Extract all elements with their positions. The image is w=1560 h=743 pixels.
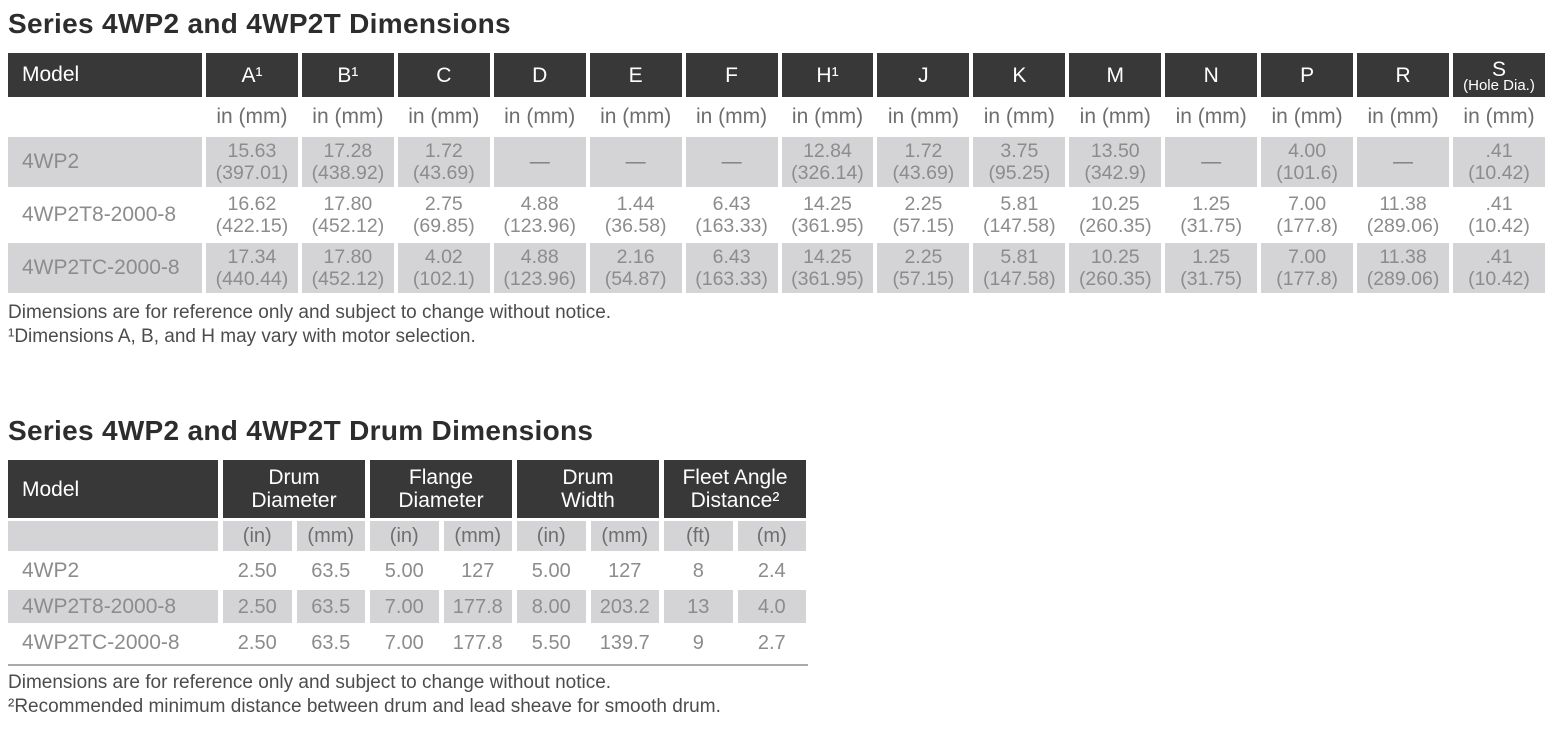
drum-model-column-header: Model [8,460,218,518]
model-cell: 4WP2T8-2000-8 [22,203,177,226]
dimension-value-cell [1069,243,1161,293]
value-millimeters: (69.85) [412,215,475,237]
drum-group-label-line: Drum [268,466,320,489]
drum-group-label-line: Flange [408,466,474,489]
dim-unit-label-cell: in (mm) [1463,105,1535,128]
drum-units-model-cell [8,521,218,551]
dim-unit-label-cell: in (mm) [983,105,1055,128]
dimension-dash-cell: — [686,137,778,187]
dimension-dash-cell: — [1357,137,1449,187]
drum-group-header-0 [223,460,365,518]
value-inches: 4.00 [1288,140,1327,162]
drum-group-label-line: Width [561,489,615,512]
value-millimeters: (101.6) [1276,162,1338,184]
dimension-value-cell [590,190,682,240]
dimensions-header-row [8,53,1545,97]
model-cell: 4WP2TC-2000-8 [22,630,180,654]
dim-column-label: K [1012,63,1027,87]
drum-unit-label-cell: (in) [517,521,586,551]
dimension-value-cell [398,243,490,293]
dimensions-footnote-2: ¹Dimensions A, B, and H may vary with motor selection. [8,326,476,347]
value-millimeters: (123.96) [503,268,577,290]
drum-dimensions-table [3,457,811,662]
dim-column-header-2 [398,53,490,97]
value-millimeters: (57.15) [892,215,955,237]
dim-unit-label-cell: in (mm) [216,105,288,128]
drum-group-label-line: Drum [562,466,614,489]
dimension-value-cell [590,243,682,293]
drum-unit-label-cell: (mm) [297,521,366,551]
dim-unit-label-cell: in (mm) [312,105,384,128]
dimension-dash-cell: — [494,137,586,187]
dim-unit-label-cell: in (mm) [1367,105,1439,128]
dim-column-header-6 [782,53,874,97]
dimension-value-cell [782,190,874,240]
value-millimeters: (361.95) [791,268,864,290]
dim-column-label: R [1395,63,1411,87]
value-inches: 4.88 [520,193,559,215]
dimension-value-cell [302,190,394,240]
dimension-value-cell [1453,243,1545,293]
dim-unit-label-cell: in (mm) [504,105,576,128]
value-inches: 2.16 [616,246,655,268]
dimension-value-cell [686,190,778,240]
drum-table-body [8,554,806,659]
dimension-value-cell [1165,243,1257,293]
drum-value-cell: 13 [664,590,733,623]
value-inches: 11.38 [1379,193,1427,215]
dimension-value-cell [877,243,969,293]
dimension-value-cell [1261,190,1353,240]
drum-units-row [8,521,806,551]
dim-column-label: E [628,63,643,87]
dimension-value-cell [494,190,586,240]
dim-column-note: (Hole Dia.) [1463,76,1535,94]
dimensions-row [8,190,1545,240]
value-inches: 1.44 [616,193,655,215]
value-inches: 7.00 [1288,246,1327,268]
dimension-value-cell [1261,243,1353,293]
dim-unit-label-cell: in (mm) [1079,105,1151,128]
value-millimeters: (163.33) [695,215,768,237]
value-inches: 12.84 [803,140,852,162]
dimensions-units-model-cell [8,100,202,134]
dimensions-model-column-header: Model [8,53,202,97]
drum-unit-label-cell: (m) [738,521,807,551]
dim-column-label: P [1300,63,1315,87]
value-inches: 2.25 [904,193,943,215]
dim-column-header-5 [686,53,778,97]
value-inches: 6.43 [712,246,751,268]
drum-value-cell: 5.50 [531,631,571,654]
dim-column-header-12 [1357,53,1449,97]
drum-table-bottom-rule [8,664,808,666]
value-inches: 14.25 [803,246,852,268]
value-inches: 4.02 [424,246,463,268]
dim-column-label: F [725,63,738,87]
dim-column-label: B¹ [337,63,359,87]
dimension-value-cell [782,137,874,187]
value-millimeters: (177.8) [1276,268,1338,290]
drum-value-cell: 5.00 [531,559,571,582]
dimensions-units-row [8,100,1545,134]
value-millimeters: (326.14) [791,162,864,184]
dim-unit-label-cell: in (mm) [600,105,672,128]
drum-group-label-line: Fleet Angle [682,466,788,489]
dimension-value-cell [1069,137,1161,187]
dimension-value-cell [877,190,969,240]
drum-value-cell: 203.2 [591,590,660,623]
drum-value-cell: 177.8 [444,590,513,623]
dimensions-section [8,8,1546,349]
value-millimeters: (452.12) [311,215,385,237]
value-millimeters: (147.58) [983,215,1056,237]
dimension-value-cell [398,190,490,240]
drum-row [8,626,806,659]
drum-footnote-2: ²Recommended minimum distance between drum and lead sheave for smooth drum. [8,696,721,717]
dim-column-label: D [532,63,548,87]
dim-column-label: J [918,63,929,87]
drum-value-cell: 8 [692,559,704,582]
value-millimeters: (177.8) [1276,215,1338,237]
drum-footnote-1: Dimensions are for reference only and subject to change without notice. [8,672,612,693]
dimension-value-cell [1357,190,1449,240]
drum-value-cell: 7.00 [370,590,439,623]
value-inches: 15.63 [227,140,277,162]
value-inches: 17.28 [323,140,373,162]
value-millimeters: (289.06) [1366,215,1440,237]
dimension-value-cell [686,243,778,293]
value-millimeters: (438.92) [311,162,385,184]
drum-header-row [8,460,806,518]
model-cell: 4WP2 [22,558,80,582]
drum-value-cell: 2.4 [757,559,786,582]
drum-group-header-3 [664,460,806,518]
value-millimeters: (43.69) [892,162,955,184]
drum-value-cell: 63.5 [311,559,351,582]
drum-unit-label-cell: (mm) [444,521,513,551]
drum-group-header-1 [370,460,512,518]
dimensions-section-title: Series 4WP2 and 4WP2T Dimensions [8,8,511,39]
value-millimeters: (102.1) [412,268,475,290]
value-millimeters: (10.42) [1468,268,1530,290]
dim-column-label: N [1203,63,1219,87]
value-inches: 10.25 [1090,193,1140,215]
dim-column-header-3 [494,53,586,97]
drum-value-cell: 2.7 [757,631,786,654]
drum-value-cell: 4.0 [738,590,807,623]
dimension-value-cell [206,137,298,187]
value-millimeters: (452.12) [311,268,385,290]
drum-unit-label-cell: (ft) [664,521,733,551]
drum-value-cell: 7.00 [384,631,424,654]
drum-value-cell: 8.00 [517,590,586,623]
value-inches: 17.80 [323,246,373,268]
value-millimeters: (361.95) [791,215,864,237]
value-millimeters: (95.25) [988,162,1051,184]
dimensions-table [4,50,1549,296]
dim-column-header-9 [1069,53,1161,97]
dim-column-header-10 [1165,53,1257,97]
value-inches: 11.38 [1379,246,1427,268]
dimension-value-cell [1453,190,1545,240]
dimension-value-cell [206,190,298,240]
value-inches: 1.72 [904,140,943,162]
dim-column-header-11 [1261,53,1353,97]
drum-row [8,590,806,623]
drum-section-title: Series 4WP2 and 4WP2T Drum Dimensions [8,415,594,446]
value-inches: 10.25 [1090,246,1140,268]
dim-column-header-13 [1453,53,1545,97]
drum-value-cell: 2.50 [237,631,277,654]
dimension-value-cell [494,243,586,293]
dimensions-table-body [8,137,1545,293]
value-inches: 16.62 [227,193,277,215]
value-millimeters: (163.33) [695,268,768,290]
dimension-value-cell [302,137,394,187]
model-cell: 4WP2T8-2000-8 [8,590,218,623]
dimension-value-cell [1261,137,1353,187]
value-millimeters: (10.42) [1468,162,1530,184]
value-inches: .41 [1485,246,1513,268]
dimension-value-cell [1357,243,1449,293]
value-millimeters: (147.58) [983,268,1056,290]
value-inches: 5.81 [1000,246,1039,268]
dim-column-header-1 [302,53,394,97]
value-millimeters: (57.15) [892,268,955,290]
dim-unit-label-cell: in (mm) [1175,105,1247,128]
dim-unit-label-cell: in (mm) [1271,105,1343,128]
drum-unit-label-cell: (mm) [591,521,660,551]
drum-value-cell: 9 [692,631,704,654]
drum-unit-label-cell: (in) [223,521,292,551]
dimension-value-cell [973,243,1065,293]
dim-unit-label-cell: in (mm) [408,105,480,128]
drum-group-label-line: Diameter [398,489,484,512]
dimension-value-cell [398,137,490,187]
value-millimeters: (31.75) [1180,215,1243,237]
value-inches: .41 [1485,193,1513,215]
value-millimeters: (54.87) [604,268,667,290]
drum-value-cell: 2.50 [237,559,277,582]
value-inches: 1.25 [1192,246,1231,268]
value-inches: 5.81 [1000,193,1039,215]
dimension-dash-cell: — [590,137,682,187]
value-inches: 2.75 [424,193,463,215]
dim-unit-label-cell: in (mm) [791,105,864,128]
value-inches: 3.75 [1000,140,1039,162]
drum-value-cell: 63.5 [311,631,351,654]
dimension-value-cell [302,243,394,293]
drum-group-label-line: Distance² [690,489,780,512]
dimension-value-cell [206,243,298,293]
value-inches: 1.25 [1192,193,1231,215]
dim-column-header-4 [590,53,682,97]
dimensions-footnote-1: Dimensions are for reference only and subject to change without notice. [8,302,612,323]
drum-value-cell: 177.8 [452,631,503,654]
dimension-value-cell [877,137,969,187]
value-millimeters: (10.42) [1468,215,1530,237]
dimension-value-cell [973,137,1065,187]
value-millimeters: (260.35) [1078,215,1152,237]
dim-column-label: M [1106,63,1124,87]
model-cell: 4WP2 [8,137,202,187]
dim-column-label: C [436,63,452,87]
drum-group-label-line: Diameter [251,489,337,512]
drum-row [8,554,806,587]
value-millimeters: (36.58) [604,215,667,237]
value-millimeters: (422.15) [215,215,289,237]
value-millimeters: (260.35) [1078,268,1152,290]
value-millimeters: (123.96) [503,215,577,237]
drum-dimensions-section [8,415,1546,719]
dimension-value-cell [1165,190,1257,240]
drum-unit-label-cell: (in) [370,521,439,551]
value-millimeters: (440.44) [215,268,289,290]
value-inches: 4.88 [520,246,559,268]
value-inches: .41 [1485,140,1513,162]
dimensions-row [8,137,1545,187]
value-inches: 6.43 [712,193,751,215]
dimension-value-cell [1069,190,1161,240]
value-millimeters: (397.01) [215,162,289,184]
dim-column-label: S [1491,57,1506,81]
dimension-dash-cell: — [1165,137,1257,187]
value-inches: 2.25 [904,246,943,268]
value-inches: 17.80 [323,193,373,215]
value-inches: 14.25 [803,193,852,215]
value-millimeters: (289.06) [1366,268,1440,290]
value-inches: 13.50 [1090,140,1140,162]
value-inches: 7.00 [1288,193,1327,215]
dim-column-header-0 [206,53,298,97]
value-inches: 17.34 [227,246,277,268]
drum-value-cell: 127 [461,559,495,582]
drum-group-header-2 [517,460,659,518]
drum-value-cell: 139.7 [599,631,650,654]
value-inches: 1.72 [424,140,463,162]
dim-column-header-7 [877,53,969,97]
drum-value-cell: 127 [608,559,642,582]
drum-value-cell: 2.50 [223,590,292,623]
drum-value-cell: 5.00 [384,559,424,582]
dim-column-header-8 [973,53,1065,97]
dimension-value-cell [782,243,874,293]
drum-value-cell: 63.5 [297,590,366,623]
dim-column-label: H¹ [816,63,839,87]
dimension-value-cell [1453,137,1545,187]
dim-column-label: A¹ [241,63,263,87]
model-cell: 4WP2TC-2000-8 [8,243,202,293]
dimension-value-cell [973,190,1065,240]
value-millimeters: (31.75) [1180,268,1243,290]
value-millimeters: (342.9) [1084,162,1147,184]
value-millimeters: (43.69) [412,162,475,184]
dimensions-row [8,243,1545,293]
dim-unit-label-cell: in (mm) [695,105,768,128]
dim-unit-label-cell: in (mm) [887,105,959,128]
